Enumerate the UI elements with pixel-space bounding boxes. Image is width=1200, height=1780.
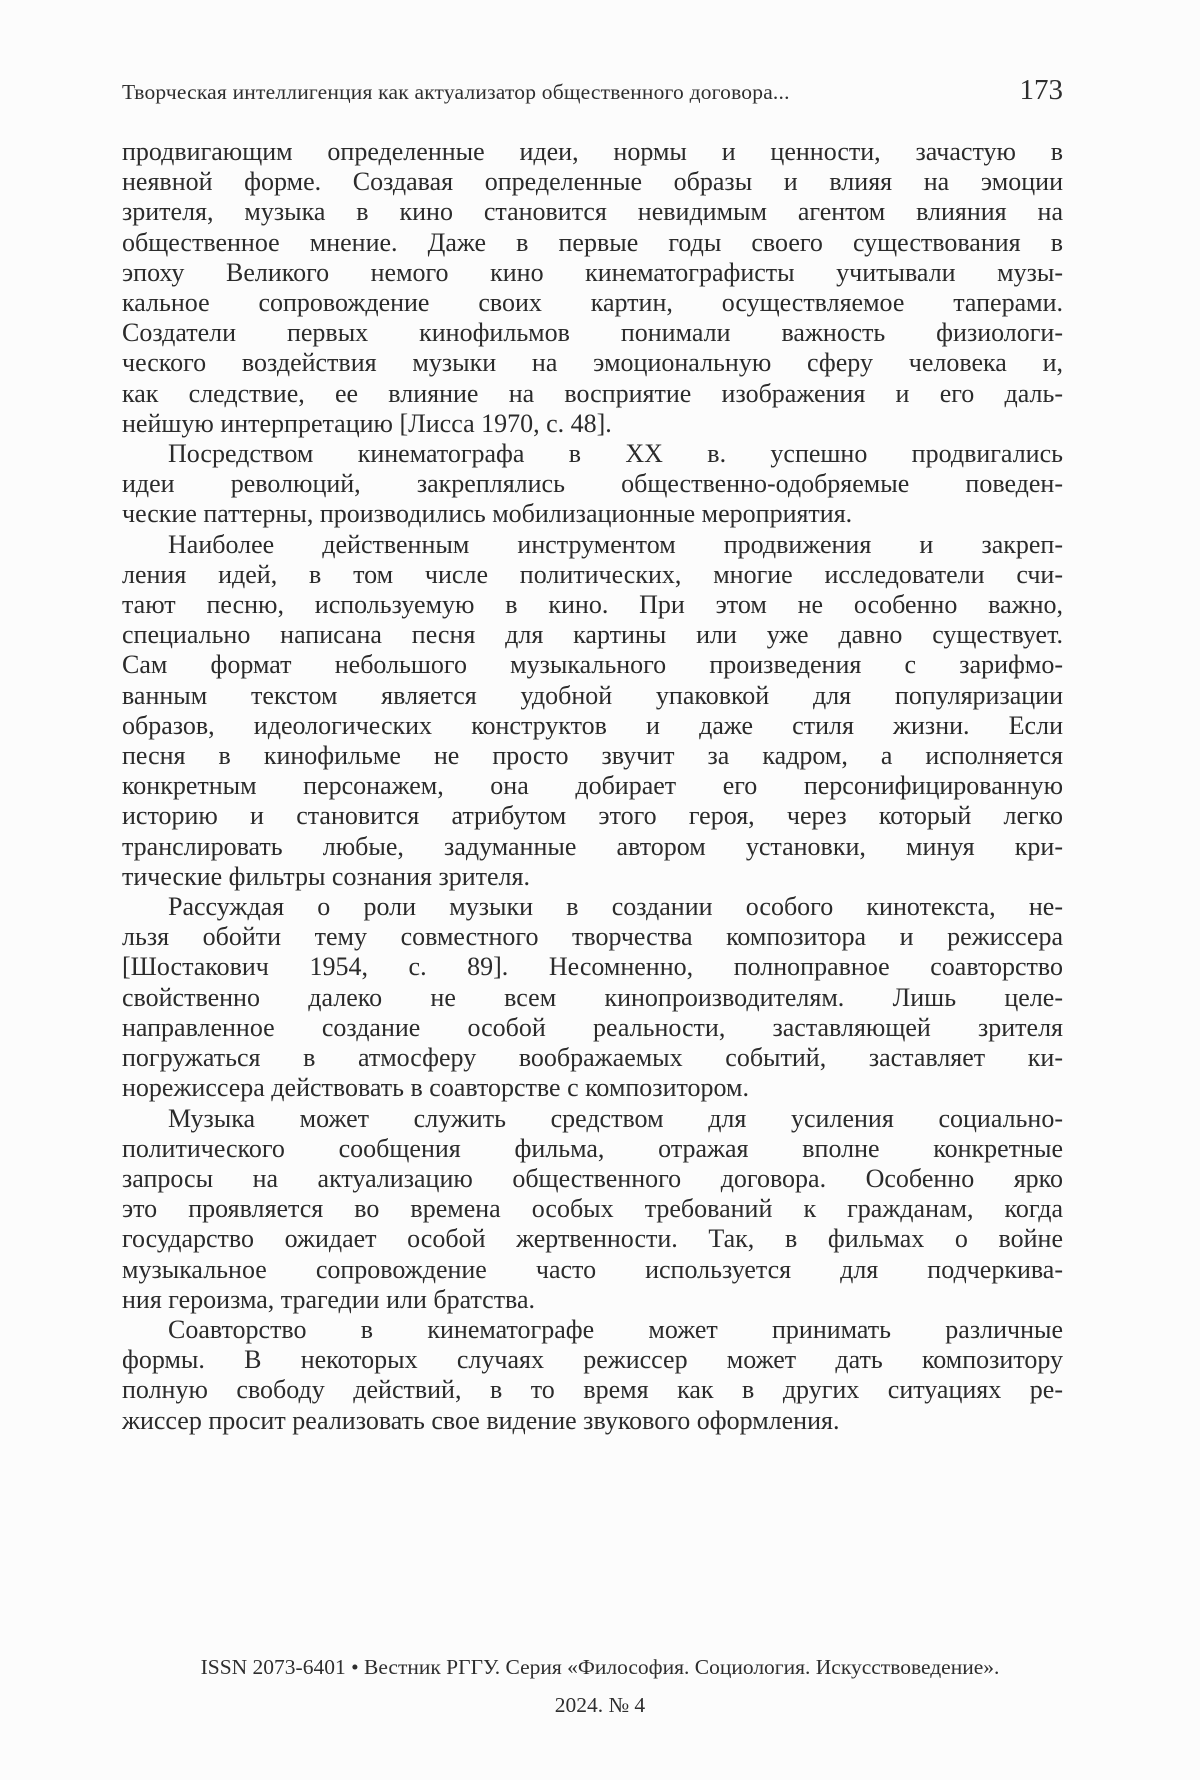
text-line: кальное сопровождение своих картин, осуществляемое таперами. bbox=[122, 288, 1063, 318]
paragraph bbox=[122, 892, 1063, 1103]
paragraph bbox=[122, 1315, 1063, 1436]
text-line: свойственно далеко не всем кинопроизводителям. Лишь целе- bbox=[122, 982, 1063, 1012]
paragraph bbox=[122, 1104, 1063, 1315]
text-line: направленное создание особой реальности, заставляющей зрителя bbox=[122, 1012, 1063, 1042]
running-header bbox=[122, 74, 1063, 107]
text-line: образов, идеологических конструктов и даже стиля жизни. Если bbox=[122, 710, 1063, 740]
text-line: Создатели первых кинофильмов понимали важность физиологи- bbox=[122, 318, 1063, 348]
text-line: запросы на актуализацию общественного договора. Особенно ярко bbox=[122, 1163, 1063, 1193]
text-line: норежиссера действовать в соавторстве с композитором. bbox=[122, 1073, 749, 1103]
text-line: продвигающим определенные идеи, нормы и ценности, зачастую в bbox=[122, 137, 1063, 166]
text-line: песня в кинофильме не просто звучит за кадром, а исполняется bbox=[122, 741, 1063, 771]
page-number: 173 bbox=[1019, 74, 1063, 106]
text-line: нейшую интерпретацию [Лисса 1970, с. 48]. bbox=[122, 408, 612, 438]
paragraph bbox=[122, 439, 1063, 530]
text-line: как следствие, ее влияние на восприятие изображения и его даль- bbox=[122, 378, 1063, 408]
text-line: музыкальное сопровождение часто используется для подчеркива- bbox=[122, 1254, 1063, 1284]
text-line: Посредством кинематографа в XX в. успешно продвигались bbox=[168, 439, 1063, 469]
text-line: ванным текстом является удобной упаковкой для популяризации bbox=[122, 680, 1063, 710]
paragraph bbox=[122, 137, 1063, 439]
text-line: погружаться в атмосферу воображаемых событий, заставляет ки- bbox=[122, 1043, 1063, 1073]
text-line: жиссер просит реализовать свое видение звукового оформления. bbox=[122, 1405, 840, 1435]
text-line: историю и становится атрибутом этого героя, через который легко bbox=[122, 801, 1063, 831]
text-line: специально написана песня для картины или уже давно существует. bbox=[122, 620, 1063, 650]
text-line: полную свободу действий, в то время как в других ситуациях ре- bbox=[122, 1375, 1063, 1405]
text-line: Соавторство в кинематографе может принимать различные bbox=[168, 1314, 1063, 1344]
text-line: [Шостакович 1954, с. 89]. Несомненно, полноправное соавторство bbox=[122, 952, 1063, 982]
page-footer bbox=[0, 1648, 1200, 1724]
text-line: эпоху Великого немого кино кинематографисты учитывали музы- bbox=[122, 257, 1063, 287]
footer-issue-line: 2024. № 4 bbox=[554, 1693, 646, 1717]
footer-issn-line: ISSN 2073-6401 • Вестник РГГУ. Серия «Философия. Социология. Искусствоведение». bbox=[200, 1655, 1000, 1679]
text-line: Музыка может служить средством для усиления социально- bbox=[168, 1103, 1063, 1133]
text-line: льзя обойти тему совместного творчества композитора и режиссера bbox=[122, 922, 1063, 952]
text-line: ления идей, в том числе политических, многие исследователи счи- bbox=[122, 559, 1063, 589]
running-title: Творческая интеллигенция как актуализатор общественного договора... bbox=[122, 80, 790, 104]
text-line: Рассуждая о роли музыки в создании особого кинотекста, не- bbox=[168, 892, 1063, 922]
text-line: формы. В некоторых случаях режиссер может дать композитору bbox=[122, 1345, 1063, 1375]
text-line: неявной форме. Создавая определенные образы и влияя на эмоции bbox=[122, 167, 1063, 197]
article-body bbox=[122, 137, 1063, 1436]
text-line: зрителя, музыка в кино становится невидимым агентом влияния на bbox=[122, 197, 1063, 227]
text-line: общественное мнение. Даже в первые годы своего существования в bbox=[122, 227, 1063, 257]
text-line: тают песню, используемую в кино. При этом не особенно важно, bbox=[122, 590, 1063, 620]
text-line: Наиболее действенным инструментом продвижения и закреп- bbox=[168, 529, 1063, 559]
text-line: это проявляется во времена особых требований к гражданам, когда bbox=[122, 1194, 1063, 1224]
text-line: идеи революций, закреплялись общественно-одобряемые поведен- bbox=[122, 469, 1063, 499]
text-line: ческие паттерны, производились мобилизационные мероприятия. bbox=[122, 499, 853, 529]
paragraph bbox=[122, 530, 1063, 892]
text-line: конкретным персонажем, она добирает его персонифицированную bbox=[122, 771, 1063, 801]
text-line: тические фильтры сознания зрителя. bbox=[122, 861, 530, 891]
text-line: политического сообщения фильма, отражая вполне конкретные bbox=[122, 1133, 1063, 1163]
text-line: ческого воздействия музыки на эмоциональную сферу человека и, bbox=[122, 348, 1063, 378]
text-line: ния героизма, трагедии или братства. bbox=[122, 1284, 536, 1314]
text-line: государство ожидает особой жертвенности. Так, в фильмах о войне bbox=[122, 1224, 1063, 1254]
text-line: Сам формат небольшого музыкального произведения с зарифмо- bbox=[122, 650, 1063, 680]
text-line: транслировать любые, задуманные автором установки, минуя кри- bbox=[122, 831, 1063, 861]
